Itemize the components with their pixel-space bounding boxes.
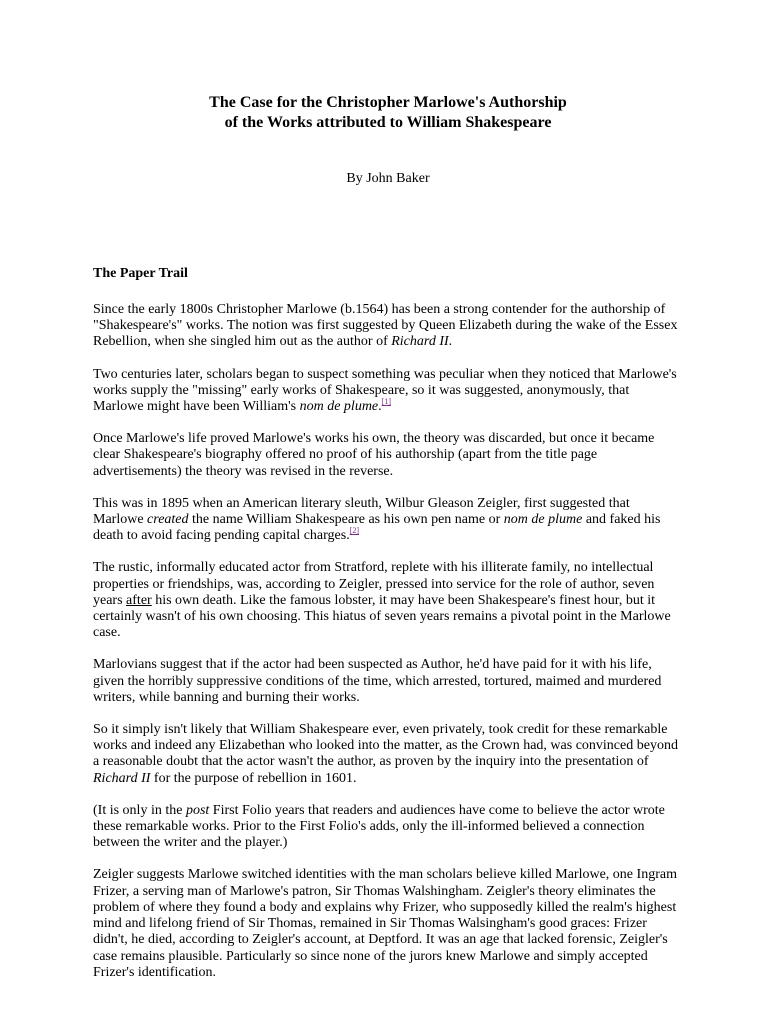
article-body — [93, 302, 683, 997]
emphasis-text: nom de plume — [299, 399, 379, 415]
author-byline: By John Baker — [346, 171, 430, 186]
paragraph-1: Since the early 1800s Christopher Marlowe (b.1564) has been a strong contender for the authorship of "Shakespeare's" works. The notion was first suggested by Queen Elizabeth during the wake of the Essex Rebellion, when she singled him out as the author of Richard II. — [93, 302, 678, 350]
emphasis-text: nom de plume — [503, 512, 583, 528]
paragraph-5: The rustic, informally educated actor from Stratford, replete with his illiterate family, no intellectual properties or friendships, was, according to Zeigler, pressed into service for the role of author, seven years after his own death. Like the famous lobster, it may have been Shakespeare's finest hour, but it certainly wasn't of his own choosing. This hiatus of seven years remains a pivotal point in the Marlowe case. — [93, 560, 671, 641]
paragraph-8: (It is only in the post First Folio years that readers and audiences have come to believe the actor wrote these remarkable works. Prior to the First Folio's adds, only the ill-informed believed a connection between the writer and the player.) — [93, 802, 665, 851]
title-line-1: The Case for the Christopher Marlowe's Authorship — [209, 94, 567, 111]
footnote-link-1[interactable]: [1] — [381, 397, 391, 407]
title-line-2: of the Works attributed to William Shakespeare — [224, 114, 552, 131]
paragraph-9: Zeigler suggests Marlowe switched identities with the man scholars believe killed Marlowe, one Ingram Frizer, a serving man of Marlowe's patron, Sir Thomas Walshingham. Zeigler's theory eliminates the problem of where they found a body and explains why Frizer, who supposedly killed the realm's highest mind and lifelong friend of Sir Thomas, remained in Sir Thomas Walsingham's good graces: Frizer didn't, he died, according to Zeigler's account, at Deptford. It was an age that lacked forensic, Zeigler's case remains plausible. Particularly so since none of the jurors knew Marlowe and simply accepted Frizer's identification. — [93, 867, 677, 980]
section-heading: The Paper Trail — [93, 266, 188, 281]
paragraph-7: So it simply isn't likely that William Shakespeare ever, even privately, took credit for these remarkable works and indeed any Elizabethan who looked into the matter, as the Crown had, was convinced beyond a reasonable doubt that the actor wasn't the author, as proven by the inquiry into the presentation of Richard II for the purpose of rebellion in 1601. — [93, 722, 678, 786]
emphasis-text: post — [185, 802, 210, 818]
underlined-text: after — [126, 592, 152, 608]
emphasis-text: created — [147, 512, 189, 528]
paragraph-3: Once Marlowe's life proved Marlowe's works his own, the theory was discarded, but once it became clear Shakespeare's biography offered no proof of his authorship (apart from the title page advertisements) the theory was revised in the reverse. — [93, 431, 655, 479]
footnote-link-2[interactable]: [2] — [349, 526, 360, 536]
paragraph-2: Two centuries later, scholars began to suspect something was peculiar when they noticed that Marlowe's works supply the "missing" early works of Shakespeare, so it was suggested, anonymously, that Marlowe might have been William's nom de plume.[1] — [93, 366, 677, 415]
document-title — [93, 93, 683, 133]
paragraph-4: This was in 1895 when an American literary sleuth, Wilbur Gleason Zeigler, first suggested that Marlowe created the name William Shakespeare as his own pen name or nom de plume and faked his death to avoid facing pending capital charges.[2] — [93, 495, 661, 544]
work-title: Richard II — [93, 770, 151, 786]
work-title: Richard II — [391, 334, 449, 350]
paragraph-6: Marlovians suggest that if the actor had been suspected as Author, he'd have paid for it with his life, given the horribly suppressive conditions of the time, which arrested, tortured, maimed and murdered writers, while banning and burning their works. — [93, 657, 662, 705]
